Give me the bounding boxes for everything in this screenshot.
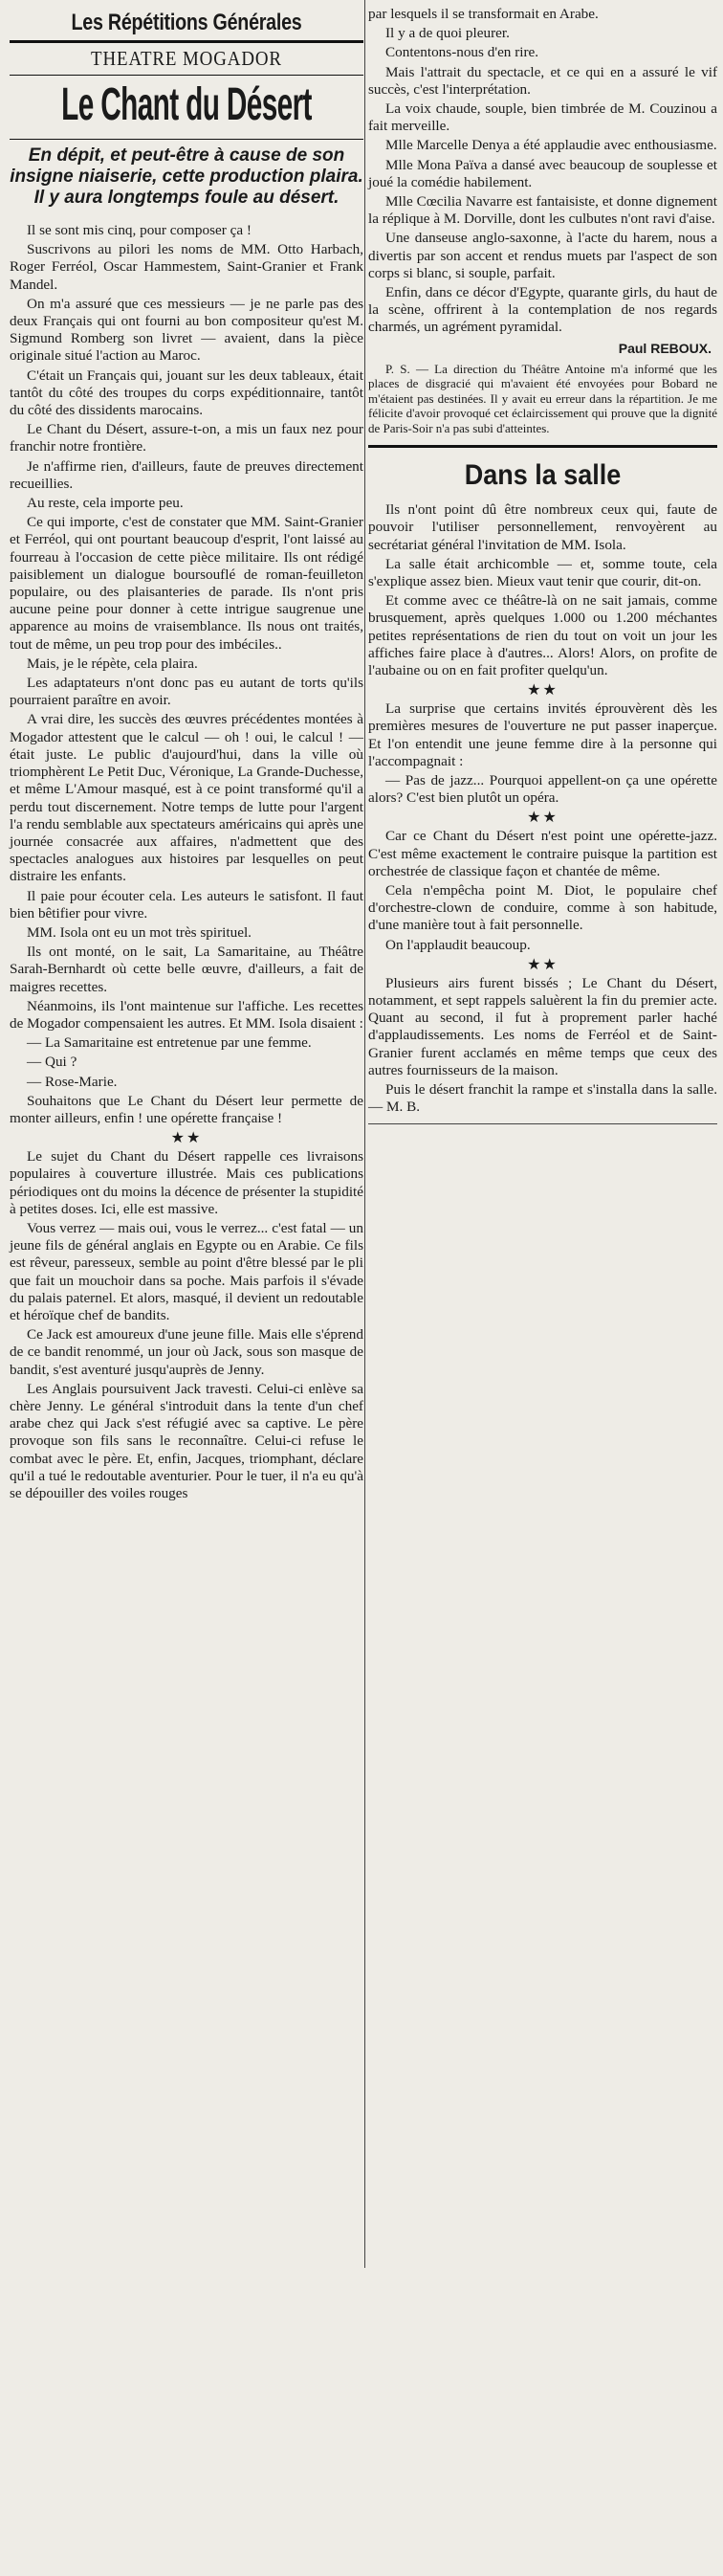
- section-stars: ★★: [527, 956, 559, 973]
- paragraph: Le sujet du Chant du Désert rappelle ces livraisons populaires à couverture illustrée. Mais ces publications périodiques ont du moins la décence de présenter la stupidité à petites doses. Ici, elle est massive.: [10, 1148, 363, 1217]
- paragraph: A vrai dire, les succès des œuvres précédentes montées à Mogador attestent que le calcul — oh ! oui, le calcul ! — était juste. Le public d'aujourd'hui, dans la ville où triomphèrent Le Petit Duc, Véronique, La Grande-Duchesse, et même L'Amour masqué, est à ce point transformé qu'il a perdu tout discernement. Notre temps de lutte pour l'argent l'a rendu semblable aux spectateurs américains qui après une journée consacrée aux affaires, n'admettent que des spectacles analogues aux histoires par lesquelles on peut distraire les enfants.: [10, 711, 363, 885]
- article-body-part2: [10, 1148, 363, 1502]
- paragraph: La voix chaude, souple, bien timbrée de M. Couzinou a fait merveille.: [368, 100, 717, 135]
- paragraph: On m'a assuré que ces messieurs — je ne parle pas des deux Français qui ont fourni au bon compositeur qu'est M. Sigmund Romberg son livret — avaient, dans la pièce originale situé l'action au Maroc.: [10, 295, 363, 365]
- paragraph: Une danseuse anglo-saxonne, à l'acte du harem, nous a divertis par son accent et rendus muets par l'aspect de son corps si blanc, si souple, parfait.: [368, 230, 717, 281]
- headline-rule: [10, 139, 363, 140]
- paragraph: Plusieurs airs furent bissés ; Le Chant du Désert, notamment, et sept rappels saluèrent la fin du premier acte. Quant au second, il fut à proprement parler haché d'applaudissements. Les noms de Ferréol et de Saint-Granier furent acclamés en même temps que ceux des autres fournisseurs de la maison.: [368, 974, 717, 1078]
- paragraph: Enfin, dans ce décor d'Egypte, quarante girls, du haut de la scène, offrirent à la contemplation de nos regards charmés, un agrément pyramidal.: [368, 284, 717, 336]
- headline: Le Chant du Désert: [61, 79, 312, 130]
- paragraph: Ils ont monté, on le sait, La Samaritaine, au Théâtre Sarah-Bernhardt où cette belle œuvre, d'ailleurs, a fait de maigres recettes.: [10, 944, 363, 995]
- paragraph: Car ce Chant du Désert n'est point une opérette-jazz. C'est même exactement le contraire puisque la partition est orchestrée de classique façon et chantée de même.: [368, 828, 717, 879]
- left-column: [10, 0, 363, 1504]
- theatre-rule: [10, 75, 363, 76]
- paragraph: Mlle Mona Païva a dansé avec beaucoup de souplesse et joué la comédie habilement.: [368, 156, 717, 190]
- section-stars: ★★: [170, 1130, 203, 1147]
- right-column: [368, 0, 717, 1124]
- paragraph: Mais l'attrait du spectacle, et ce qui en a assuré le vif succès, c'est l'interprétation.: [368, 63, 717, 98]
- paragraph: Et comme avec ce théâtre-là on ne sait jamais, comme brusquement, après quelques 1.000 ou 1.200 méchantes petites représentations de rien du tout on voit un jour les affiches faire place à d'autres... Alors! Alors, on profite de l'aubaine ou on en fait profiter quelqu'un.: [368, 592, 717, 678]
- paragraph: Ce qui importe, c'est de constater que MM. Saint-Granier et Ferréol, qui ont pourtant beaucoup d'esprit, l'ont laissé au fourreau à l'occasion de cette pièce militaire. Ils ont rédigé paisiblement un dialogue boursouflé de roman-feuilleton populaire, ou des plaisanteries de parade. Ils n'ont pris aucune peine pour donner à cette intrigue saugrenue une apparence au moins de vraisemblance. Ils nous ont traités, tout de même, un peu trop pour des imbéciles..: [10, 514, 363, 653]
- paragraph: Ils n'ont point dû être nombreux ceux qui, faute de pouvoir l'utiliser personnellement, renvoyèrent au secrétariat général l'invitation de MM. Isola.: [368, 501, 717, 553]
- paragraph: — Qui ?: [27, 1054, 77, 1071]
- paragraph: Il se sont mis cinq, pour composer ça !: [27, 222, 252, 238]
- section-kicker: Les Répétitions Générales: [71, 10, 302, 35]
- paragraph: C'était un Français qui, jouant sur les deux tableaux, était tantôt du côté des troupes du corps expéditionnaire, tantôt du côté des dissidents marocains.: [10, 366, 363, 419]
- paragraph: Vous verrez — mais oui, vous le verrez... c'est fatal — un jeune fils de général anglais en Egypte ou en Arabie. Ce fils est rêveur, paresseux, semble au point d'être blessé par le pli que fait un mouchoir dans sa poche. Mais parfois il s'évade du palais paternel. Et alors, masqué, il devient un redoutable et héroïque chef de bandits.: [10, 1219, 363, 1323]
- paragraph: Il y a de quoi pleurer.: [385, 25, 510, 42]
- paragraph: Les Anglais poursuivent Jack travesti. Celui-ci enlève sa chère Jenny. Le général s'introduit dans la tente d'un chef arabe chez qui Jack s'est réfugié avec sa captive. Le père provoque son fils sans le reconnaître. Celui-ci refuse le combat avec le père. Et, enfin, Jacques, triomphant, déclare qu'il a tué le redoutable aventurier. Pour le tuer, il n'a eu qu'à se dépouiller des voiles rouges: [10, 1380, 363, 1502]
- paragraph: Cela n'empêcha point M. Diot, le populaire chef d'orchestre-clown de conduire, comme à son habitude, d'une manière tout à fait personnelle.: [368, 882, 717, 934]
- paragraph: Ce Jack est amoureux d'une jeune fille. Mais elle s'éprend de ce bandit renommé, un jour où Jack, sous son masque de bandit, s'est aventuré jusqu'auprès de Jenny.: [10, 1326, 363, 1378]
- paragraph: MM. Isola ont eu un mot très spirituel.: [27, 923, 252, 941]
- paragraph: Le Chant du Désert, assure-t-on, a mis un faux nez pour franchir notre frontière.: [10, 421, 363, 455]
- article-body-part1: [10, 222, 363, 1127]
- paragraph: Mais, je le répète, cela plaira.: [27, 655, 198, 672]
- section-stars: ★★: [527, 682, 559, 700]
- section-stars: ★★: [527, 810, 559, 827]
- header-rule: [10, 40, 363, 43]
- paragraph: — Rose-Marie.: [27, 1073, 118, 1090]
- paragraph: Au reste, cela importe peu.: [27, 495, 184, 512]
- paragraph: On l'applaudit beaucoup.: [385, 936, 531, 953]
- paragraph: Suscrivons au pilori les noms de MM. Otto Harbach, Roger Ferréol, Oscar Hammestem, Saint-Granier et Frank Mandel.: [10, 241, 363, 293]
- article-body-continued: [368, 6, 717, 337]
- paragraph: Mlle Cœcilia Navarre est fantaisiste, et donne dignement la réplique à M. Dorville, dont les culbutes n'ont ravi d'aise.: [368, 193, 717, 228]
- deck: En dépit, et peut-être à cause de son insigne niaiserie, cette production plaira. Il y aura longtemps foule au désert.: [10, 145, 363, 208]
- section-title: Dans la salle: [464, 459, 622, 492]
- paragraph: — Pas de jazz... Pourquoi appellent-on ça une opérette alors? C'est bien plutôt un opéra.: [368, 772, 717, 807]
- author-signature: Paul REBOUX.: [618, 340, 712, 356]
- paragraph: Puis le désert franchit la rampe et s'installa dans la salle. — M. B.: [368, 1081, 717, 1116]
- paragraph: — La Samaritaine est entretenue par une femme.: [27, 1034, 312, 1052]
- postscript: P. S. — La direction du Théâtre Antoine m'a informé que les places de disgracié qui m'avaient été envoyées pour Bobard ne m'étaient pas destinées. Il y avait eu erreur dans la répartition. Je me félicite d'avoir provoqué cet éclaircissement qui prouve que la dignité de Paris-Soir n'a pas subi d'atteintes.: [368, 361, 717, 435]
- paragraph: Souhaitons que Le Chant du Désert leur permette de monter ailleurs, enfin ! une opérette française !: [10, 1092, 363, 1126]
- paragraph: La salle était archicomble — et, somme toute, cela s'explique assez bien. Mieux vaut tenir que courir, dit-on.: [368, 555, 717, 589]
- paragraph: Néanmoins, ils l'ont maintenue sur l'affiche. Les recettes de Mogador compensaient les autres. Et MM. Isola disaient :: [10, 997, 363, 1032]
- paragraph: Je n'affirme rien, d'ailleurs, faute de preuves directement recueillies.: [10, 457, 363, 492]
- paragraph: Mlle Marcelle Denya a été applaudie avec enthousiasme.: [385, 137, 717, 154]
- theatre-name: THEATRE MOGADOR: [91, 47, 282, 70]
- paragraph: Contentons-nous d'en rire.: [385, 44, 539, 61]
- paragraph: par lesquels il se transformait en Arabe.: [368, 6, 599, 22]
- column-divider: [364, 0, 365, 2268]
- paragraph: Il paie pour écouter cela. Les auteurs le satisfont. Il faut bien bêtifier pour vivre.: [10, 887, 363, 922]
- end-rule: [368, 1123, 717, 1124]
- dans-la-salle-section: [368, 445, 717, 1124]
- paragraph: Les adaptateurs n'ont donc pas eu autant de torts qu'ils pourraient paraître en avoir.: [10, 675, 363, 709]
- paragraph: La surprise que certains invités éprouvèrent dès les premières mesures de l'ouverture ne put passer inaperçue. Et l'on entendit une jeune femme dire à la personne qui l'accompagnait :: [368, 700, 717, 769]
